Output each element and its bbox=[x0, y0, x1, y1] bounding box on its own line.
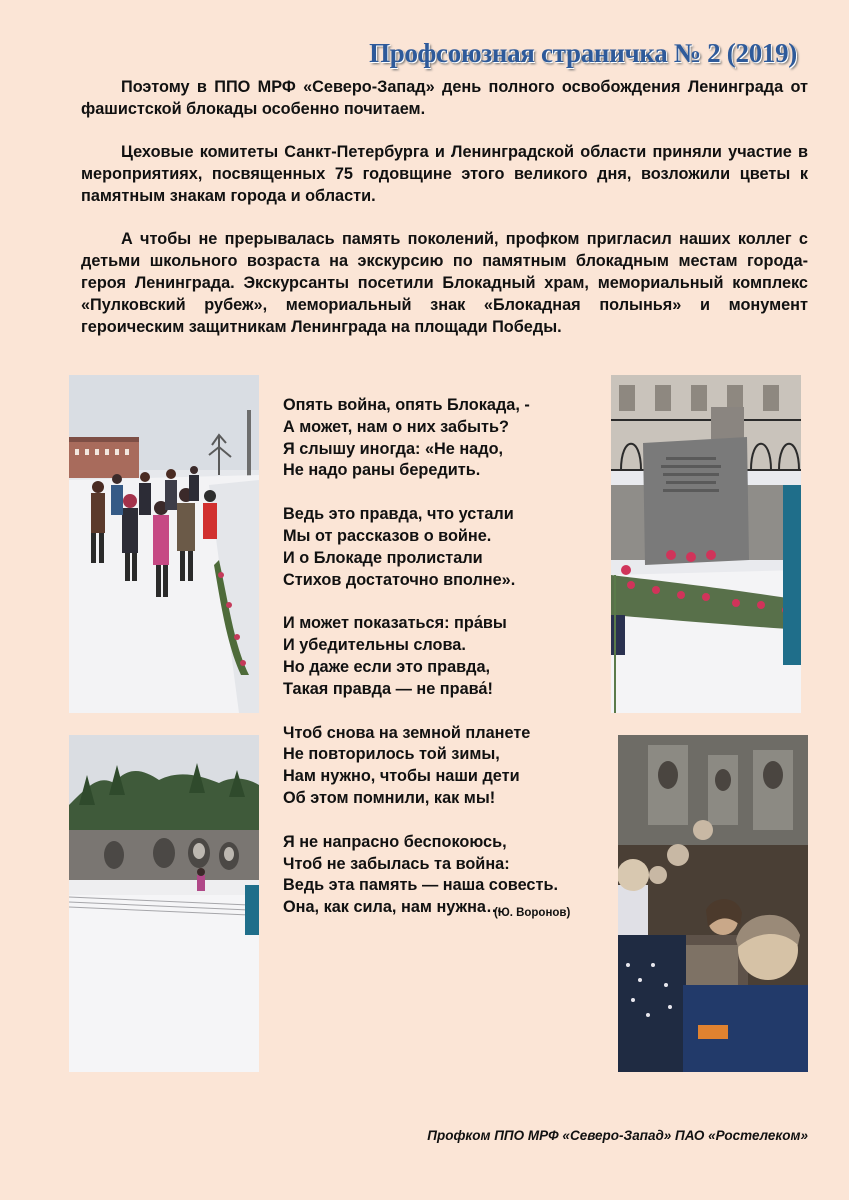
poem-stanza bbox=[283, 395, 603, 482]
article-text bbox=[81, 76, 808, 359]
excursion-photo bbox=[69, 375, 259, 713]
memorial-photo bbox=[69, 735, 259, 1072]
poem-line: Я не напрасно беспокоюсь, bbox=[283, 832, 507, 851]
poem-line: И о Блокаде пролистали bbox=[283, 548, 483, 567]
page-title: Профсоюзная страничка № 2 (2019) bbox=[369, 38, 797, 68]
poem-line: Не надо раны бередить. bbox=[283, 461, 481, 480]
article-paragraph: Поэтому в ППО МРФ «Северо-Запад» день полного освобождения Ленинграда от фашистской блокады особенно почитаем. bbox=[81, 78, 808, 118]
poem-line: И может показаться: пра́вы bbox=[283, 614, 507, 633]
poem-line: Нам нужно, чтобы наши дети bbox=[283, 767, 520, 786]
poem bbox=[283, 395, 603, 919]
poem-line: Ведь это правда, что устали bbox=[283, 505, 514, 524]
poem-stanza bbox=[283, 723, 603, 810]
poem-line: Чтоб снова на земной планете bbox=[283, 723, 531, 742]
poem-line: Чтоб не забылась та война: bbox=[283, 854, 510, 873]
monument-photo bbox=[611, 375, 801, 713]
poem-line: Я слышу иногда: «Не надо, bbox=[283, 439, 504, 458]
poem-line: Такая правда — не права́! bbox=[283, 679, 493, 698]
poem-stanza bbox=[283, 504, 603, 591]
poem-line: Она, как сила, нам нужна… bbox=[283, 898, 503, 917]
poem-line: Не повторилось той зимы, bbox=[283, 745, 500, 764]
poem-line: Ведь эта память — наша совесть. bbox=[283, 876, 558, 895]
poem-line: Об этом помнили, как мы! bbox=[283, 788, 496, 807]
poem-line: И убедительны слова. bbox=[283, 636, 466, 655]
poem-line: А может, нам о них забыть? bbox=[283, 417, 509, 436]
poem-line: Но даже если это правда, bbox=[283, 657, 491, 676]
poem-stanza bbox=[283, 613, 603, 700]
poem-line: Мы от рассказов о войне. bbox=[283, 526, 492, 545]
poem-author: (Ю. Воронов) bbox=[494, 907, 571, 919]
footer-signature: Профком ППО МРФ «Северо-Запад» ПАО «Ростелеком» bbox=[427, 1128, 808, 1143]
poem-line: Стихов достаточно вполне». bbox=[283, 570, 516, 589]
museum-photo bbox=[618, 735, 808, 1072]
poem-line: Опять война, опять Блокада, - bbox=[283, 396, 530, 414]
article-paragraph: А чтобы не прерывалась память поколений, профком пригласил наших коллег с детьми школьного возраста на экскурсию по памятным блокадным местам города-героя Ленинграда. Экскурсанты посетили Блокадный храм, мемориальный комплекс «Пулковский рубеж», мемориальный знак «Блокадная полынья» и монумент героическим защитникам Ленинграда на площади Победы. bbox=[81, 230, 808, 336]
poem-stanza bbox=[283, 832, 603, 919]
article-paragraph: Цеховые комитеты Санкт-Петербурга и Ленинградской области приняли участие в мероприятиях, посвященных 75 годовщине этого великого дня, возложили цветы к памятным знакам города и области. bbox=[81, 143, 808, 205]
